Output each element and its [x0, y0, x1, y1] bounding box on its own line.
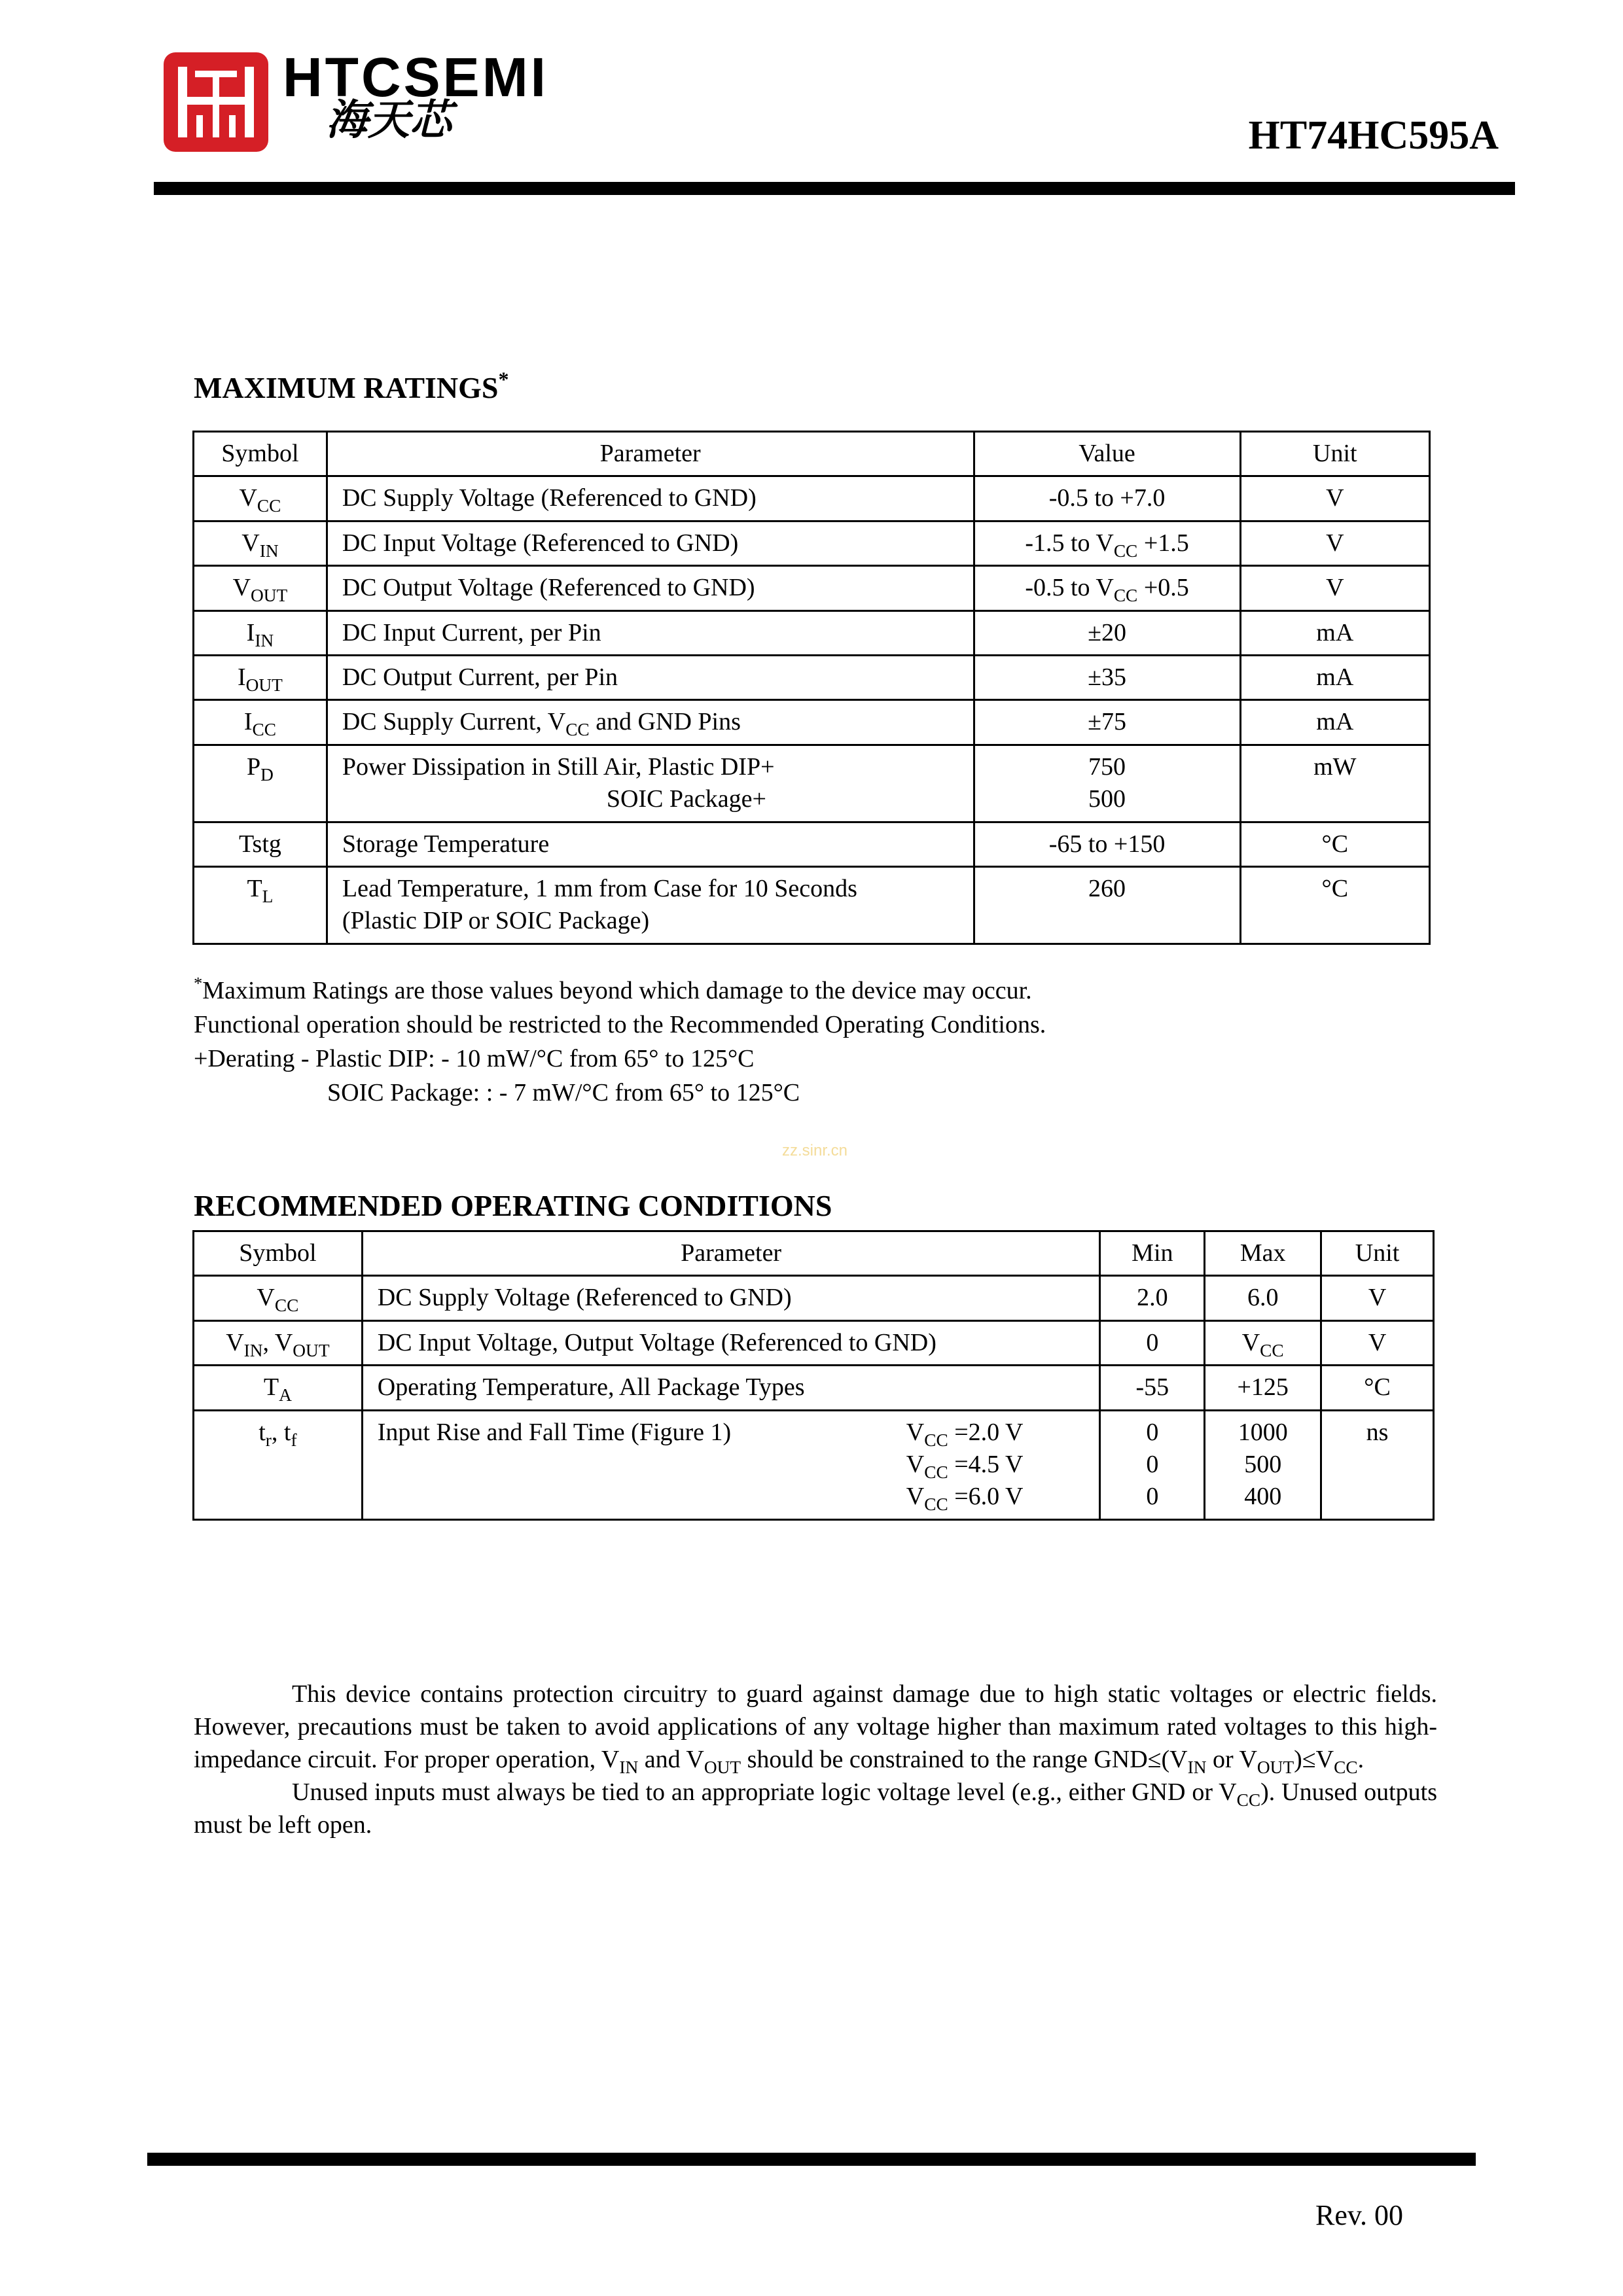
value-cell: -0.5 to +7.0	[974, 476, 1240, 521]
value-cell: -65 to +150	[974, 822, 1240, 866]
symbol-cell: $I_{CC}$	[194, 700, 327, 745]
unit-cell: °C	[1240, 822, 1429, 866]
table-header-row	[194, 432, 1430, 476]
max-cell: $V_{CC}$	[1205, 1320, 1321, 1365]
parameter-cell: DC Output Voltage (Referenced to GND)	[327, 566, 974, 610]
unit-cell: mA	[1240, 610, 1429, 655]
table-row	[194, 610, 1430, 655]
table-row	[194, 745, 1430, 822]
table-row	[194, 566, 1430, 610]
max-ratings-title: MAXIMUM RATINGS*	[194, 367, 509, 404]
column-header: Parameter	[327, 432, 974, 476]
note-line: SOIC Package: : - 7 mW/°C from 65° to 125°C	[327, 1079, 800, 1106]
parameter-cell: DC Input Voltage (Referenced to GND)	[327, 521, 974, 565]
unit-cell: V	[1240, 476, 1429, 521]
value-cell: 750 500	[974, 745, 1240, 822]
protection-notes	[194, 1678, 1437, 1841]
part-number: HT74HC595A	[1248, 113, 1499, 158]
parameter-cell: Input Rise and Fall Time (Figure 1) $V_{CC} =2.0$ V $V_{CC} =4.5$ V $V_{CC} =6.0$ V	[362, 1410, 1100, 1519]
table-row	[194, 1320, 1434, 1365]
max-ratings-table	[192, 431, 1431, 945]
column-header: Unit	[1240, 432, 1429, 476]
symbol-cell: $V_{OUT}$	[194, 566, 327, 610]
unit-cell: V	[1240, 566, 1429, 610]
symbol-cell: $I_{OUT}$	[194, 655, 327, 699]
company-logo-icon	[164, 52, 268, 152]
max-cell: +125	[1205, 1366, 1321, 1410]
symbol-cell: $T_A$	[194, 1366, 363, 1410]
parameter-cell: DC Supply Current, $V_{CC}$ and GND Pins	[327, 700, 974, 745]
roc-table	[192, 1230, 1435, 1521]
unit-cell: ns	[1321, 1410, 1434, 1519]
column-header: Symbol	[194, 432, 327, 476]
parameter-cell: Power Dissipation in Still Air, Plastic DIP+ SOIC Package+	[327, 745, 974, 822]
table-row	[194, 1410, 1434, 1519]
unit-cell: °C	[1321, 1366, 1434, 1410]
column-header: Min	[1100, 1231, 1205, 1276]
paragraph: This device contains protection circuitry to guard against damage due to high static voltages or electric fields. However, precautions must be taken to avoid applications of any voltage higher than maximum rated voltages to this high-impedance circuit. For proper operation, $V_{IN}$ and $V_{OUT}$ should be constrained to the range $GND\le(V_{IN}$ or $V_{OUT})\le V_{CC}$.	[194, 1680, 1437, 1777]
symbol-cell: $T_L$	[194, 866, 327, 944]
max-ratings-notes	[194, 974, 1046, 1110]
watermark: zz.sinr.cn	[782, 1142, 848, 1159]
table-row	[194, 476, 1430, 521]
parameter-cell: Storage Temperature	[327, 822, 974, 866]
table-row	[194, 1276, 1434, 1320]
unit-cell: mW	[1240, 745, 1429, 822]
value-cell: -1.5 to $V_{CC} +1.5$	[974, 521, 1240, 565]
unit-cell: V	[1321, 1276, 1434, 1320]
table-header-row	[194, 1231, 1434, 1276]
max-cell: 6.0	[1205, 1276, 1321, 1320]
symbol-cell: $V_{CC}$	[194, 476, 327, 521]
parameter-cell: Operating Temperature, All Package Types	[362, 1366, 1100, 1410]
logo-chinese-text: 海天芯	[326, 96, 452, 145]
paragraph: Unused inputs must always be tied to an appropriate logic voltage level (e.g., either GND or $V_{CC}$). Unused outputs must be left open.	[194, 1778, 1438, 1839]
parameter-cell: DC Supply Voltage (Referenced to GND)	[327, 476, 974, 521]
table-row	[194, 655, 1430, 699]
value-cell: ±20	[974, 610, 1240, 655]
symbol-cell: $V_{IN}$	[194, 521, 327, 565]
value-cell: -0.5 to $V_{CC} +0.5$	[974, 566, 1240, 610]
column-header: Parameter	[362, 1231, 1100, 1276]
table-row	[194, 822, 1430, 866]
parameter-cell: DC Input Voltage, Output Voltage (Referenced to GND)	[362, 1320, 1100, 1365]
table-row	[194, 1366, 1434, 1410]
table-row	[194, 866, 1430, 944]
vcc-conditions: $V_{CC} =2.0$ V $V_{CC} =4.5$ V $V_{CC} =6.0$ V	[906, 1418, 1024, 1515]
parameter-cell: DC Supply Voltage (Referenced to GND)	[362, 1276, 1100, 1320]
logo-text: HTCSEMI	[283, 46, 548, 108]
unit-cell: mA	[1240, 655, 1429, 699]
unit-cell: V	[1240, 521, 1429, 565]
unit-cell: V	[1321, 1320, 1434, 1365]
symbol-cell: Tstg	[194, 822, 327, 866]
note-line: +Derating - Plastic DIP: - 10 mW/°C from 65° to 125°C	[194, 1045, 755, 1072]
value-cell: ±75	[974, 700, 1240, 745]
symbol-cell: $t_r$, $t_f$	[194, 1410, 363, 1519]
symbol-cell: $V_{IN}$, $V_{OUT}$	[194, 1320, 363, 1365]
note-line: Functional operation should be restricted to the Recommended Operating Conditions.	[194, 1011, 1046, 1038]
note-line: *Maximum Ratings are those values beyond which damage to the device may occur.	[194, 973, 1032, 1004]
roc-title: RECOMMENDED OPERATING CONDITIONS	[194, 1189, 832, 1222]
column-header: Unit	[1321, 1231, 1434, 1276]
table-row	[194, 700, 1430, 745]
parameter-cell: DC Input Current, per Pin	[327, 610, 974, 655]
revision-label: Rev. 00	[1315, 2199, 1404, 2231]
column-header: Max	[1205, 1231, 1321, 1276]
symbol-cell: $V_{CC}$	[194, 1276, 363, 1320]
header-rule	[154, 182, 1515, 195]
symbol-cell: $I_{IN}$	[194, 610, 327, 655]
symbol-cell: $P_D$	[194, 745, 327, 822]
parameter-cell: DC Output Current, per Pin	[327, 655, 974, 699]
max-cell: 1000 500 400	[1205, 1410, 1321, 1519]
column-header: Symbol	[194, 1231, 363, 1276]
footer-rule	[147, 2153, 1476, 2166]
min-cell: 2.0	[1100, 1276, 1205, 1320]
min-cell: 0 0 0	[1100, 1410, 1205, 1519]
value-cell: ±35	[974, 655, 1240, 699]
unit-cell: mA	[1240, 700, 1429, 745]
min-cell: 0	[1100, 1320, 1205, 1365]
min-cell: -55	[1100, 1366, 1205, 1410]
unit-cell: °C	[1240, 866, 1429, 944]
table-row	[194, 521, 1430, 565]
column-header: Value	[974, 432, 1240, 476]
parameter-cell: Lead Temperature, 1 mm from Case for 10 Seconds (Plastic DIP or SOIC Package)	[327, 866, 974, 944]
value-cell: 260	[974, 866, 1240, 944]
